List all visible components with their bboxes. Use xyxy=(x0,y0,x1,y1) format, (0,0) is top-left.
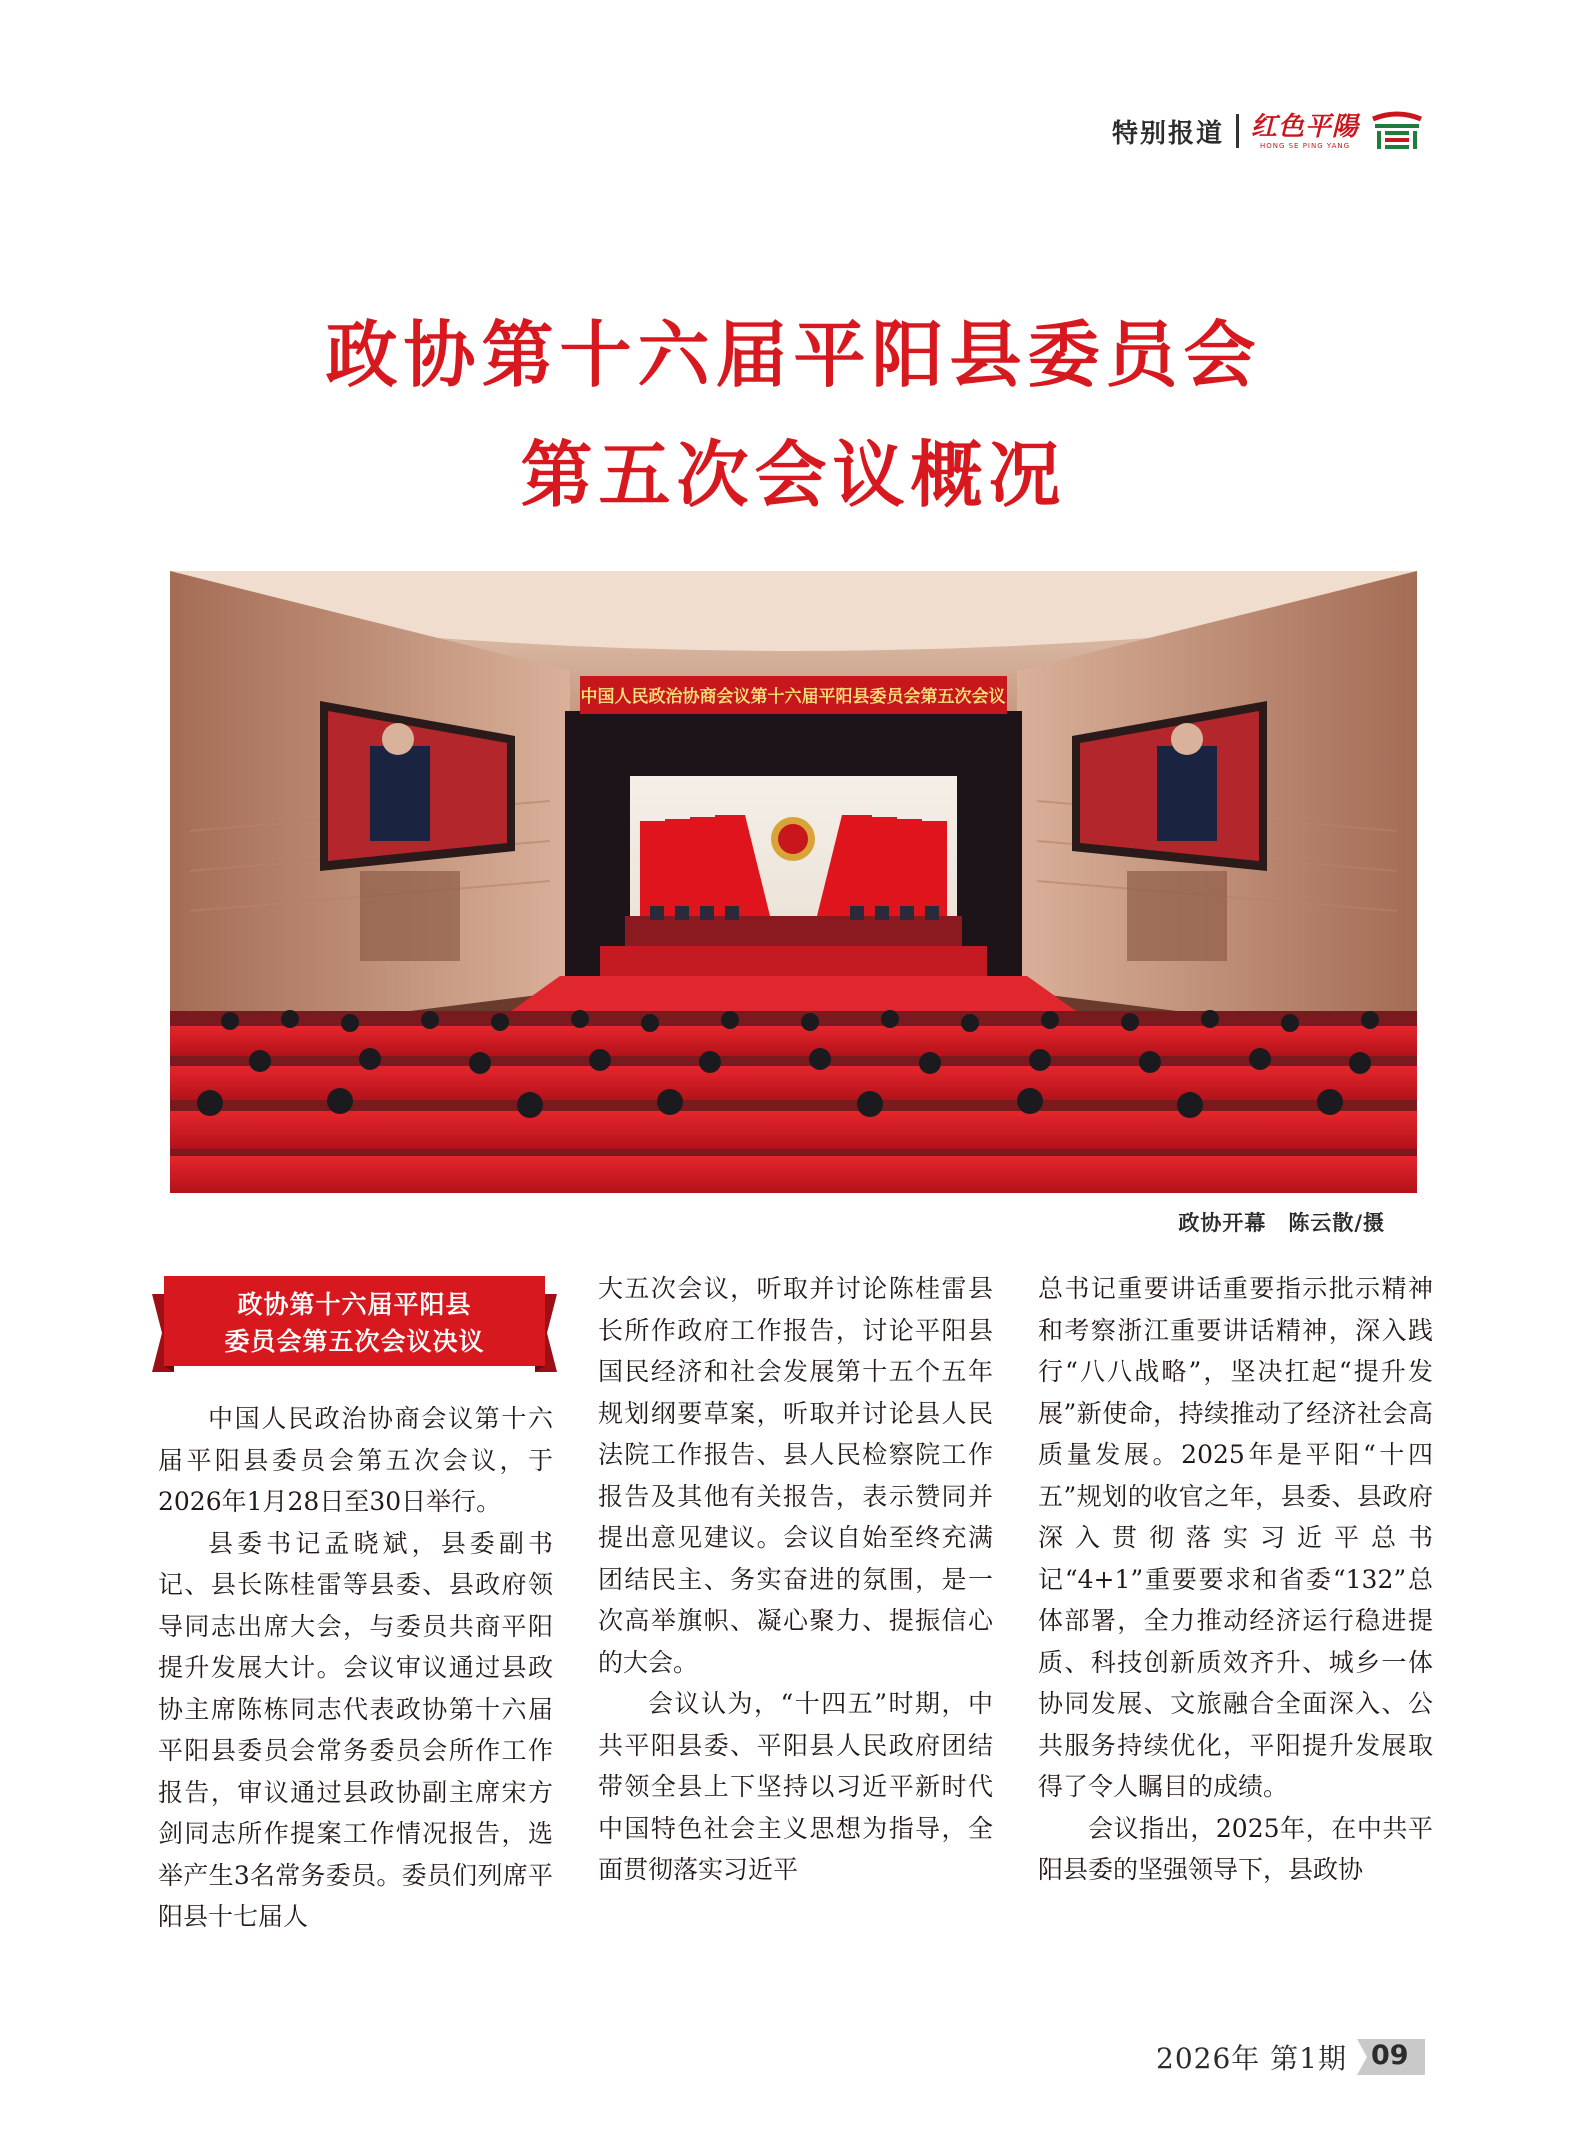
resolution-heading-line1: 政协第十六届平阳县 xyxy=(237,1290,472,1319)
conference-hall-illustration xyxy=(170,571,1417,1193)
photo-caption: 政协开幕 陈云散/摄 xyxy=(1178,1211,1385,1235)
article-title-line1: 政协第十六届平阳县委员会 xyxy=(325,312,1262,397)
conference-hall-photo xyxy=(170,571,1417,1193)
brand-name: 红色平陽 xyxy=(1250,111,1359,142)
paragraph-continued: 大五次会议，听取并讨论陈桂雷县长所作政府工作报告，讨论平阳县国民经济和社会发展第十五个五年规划纲要草案，听取并讨论县人民法院工作报告、县人民检察院工作报告及其他有关报告，表示赞同并提出意见建议。会议自始至终充满团结民主、务实奋进的氛围，是一次高举旗帜、凝心聚力、提振信心的大会。 xyxy=(598,1274,993,1677)
brand-pinyin: HONG SE PING YANG xyxy=(1259,141,1351,150)
paragraph-continued: 总书记重要讲话重要指示批示精神和考察浙江重要讲话精神，深入践行“八八战略”，坚决扛起“提升发展”新使命，持续推动了经济社会高质量发展。2025年是平阳“十四五”规划的收官之年，县委、县政府深入贯彻落实习近平总书记“4+1”重要要求和省委“132”总体部署，全力推动经济运行稳进提质、科技创新质效齐升、城乡一体协同发展、文旅融合全面深入、公共服务持续优化，平阳提升发展取得了令人瞩目的成绩。 xyxy=(1038,1274,1433,1801)
article-column-2 xyxy=(598,1268,993,1891)
article-column-3 xyxy=(1038,1268,1433,1891)
section-label: 特别报道 xyxy=(1111,118,1224,149)
page-header xyxy=(1112,108,1425,154)
page-number-tab xyxy=(1357,2039,1425,2075)
brand-wordmark xyxy=(1251,112,1359,151)
article-column-1 xyxy=(158,1398,553,1938)
paragraph: 中国人民政治协商会议第十六届平阳县委员会第五次会议，于2026年1月28日至30日举行。 xyxy=(158,1404,553,1516)
issue-label: 2026年 第1期 xyxy=(1156,2042,1347,2075)
page-number: 09 xyxy=(1371,2040,1409,2071)
brand-logo-icon xyxy=(1369,111,1425,151)
resolution-heading-box xyxy=(152,1276,557,1372)
article-title-line2: 第五次会议概况 xyxy=(520,432,1067,517)
paragraph: 县委书记孟晓斌，县委副书记、县长陈桂雷等县委、县政府领导同志出席大会，与委员共商平阳提升发展大计。会议审议通过县政协主席陈栋同志代表政协第十六届平阳县委员会常务委员会所作工作报告，审议通过县政协副主席宋方剑同志所作提案工作情况报告，选举产生3名常务委员。委员们列席平阳县十七届人 xyxy=(158,1528,553,1931)
paragraph: 会议认为，“十四五”时期，中共平阳县委、平阳县人民政府团结带领全县上下坚持以习近平新时代中国特色社会主义思想为指导，全面贯彻落实习近平 xyxy=(598,1689,993,1884)
photo-banner-text: 中国人民政治协商会议第十六届平阳县委员会第五次会议 xyxy=(580,687,1006,707)
header-divider xyxy=(1236,114,1239,148)
resolution-heading-line2: 委员会第五次会议决议 xyxy=(224,1327,485,1356)
paragraph: 会议指出，2025年，在中共平阳县委的坚强领导下，县政协 xyxy=(1038,1813,1433,1884)
page-footer xyxy=(1156,2037,1425,2077)
